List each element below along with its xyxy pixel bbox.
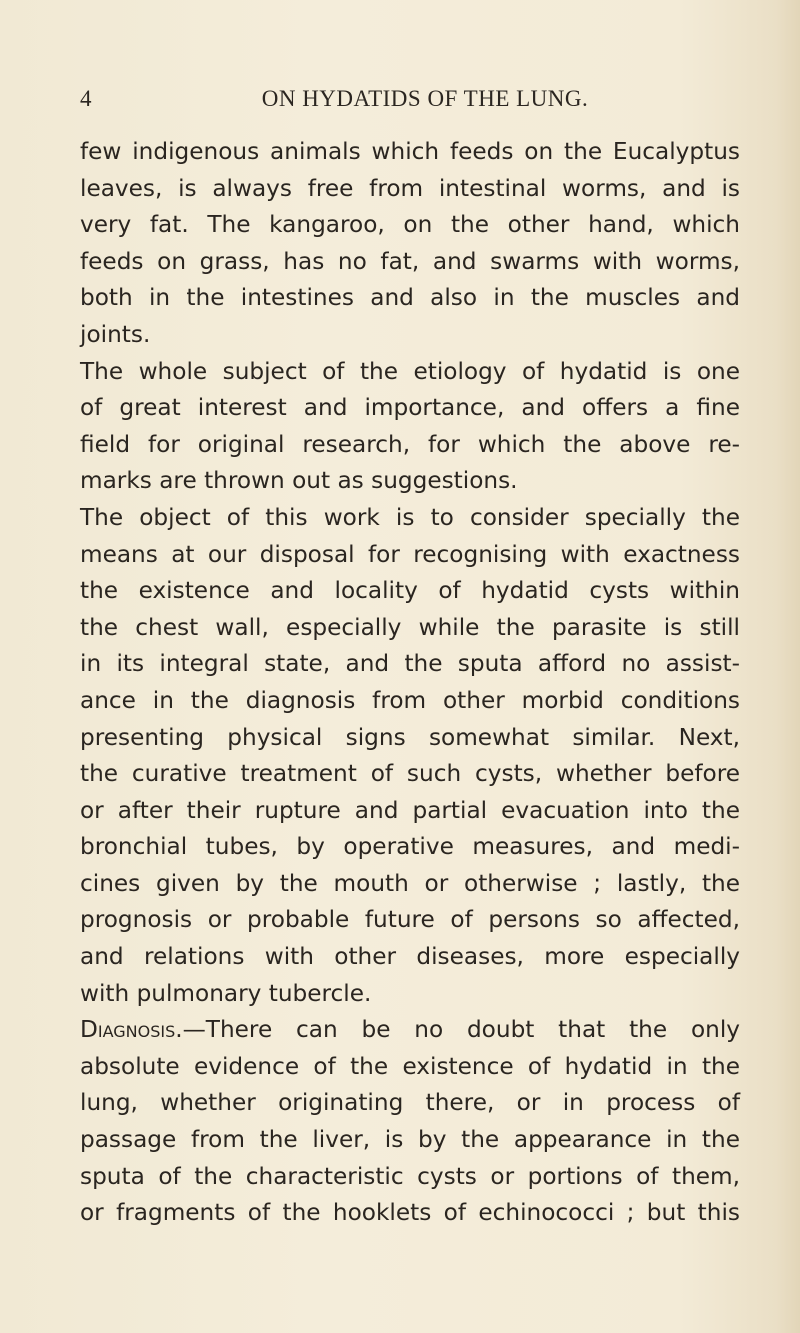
text-line: sputa of the characteristic cysts or portions of them,: [80, 1162, 740, 1190]
text-line: and relations with other diseases, more especially: [80, 943, 740, 971]
text-line: prognosis or probable future of persons so affected,: [80, 906, 740, 934]
text-line: or after their rupture and partial evacuation into the: [80, 796, 740, 824]
text-line: in its integral state, and the sputa afford no assist-: [80, 650, 740, 678]
text-line: absolute evidence of the existence of hydatid in the: [80, 1052, 740, 1080]
text-line: presenting physical signs somewhat similar. Next,: [80, 723, 740, 751]
text-line: [80, 1012, 740, 1049]
text-run: —There can be no doubt that the only: [182, 1016, 740, 1044]
text-line: ance in the diagnosis from other morbid conditions: [80, 686, 740, 714]
text-line: the curative treatment of such cysts, whether before: [80, 760, 740, 788]
running-head: ON HYDATIDS OF THE LUNG.: [261, 86, 589, 111]
text-line: bronchial tubes, by operative measures, and medi-: [80, 833, 740, 861]
text-line: cines given by the mouth or otherwise ; lastly, the: [80, 869, 740, 897]
text-line: leaves, is always free from intestinal worms, and is: [80, 174, 740, 202]
text-line: the existence and locality of hydatid cysts within: [80, 577, 740, 605]
text-line: passage from the liver, is by the appearance in the: [80, 1126, 740, 1154]
text-line: feeds on grass, has no fat, and swarms with worms,: [80, 247, 740, 275]
page-header: [80, 86, 740, 116]
text-line: marks are thrown out as suggestions.: [80, 467, 518, 495]
text-line: The object of this work is to consider specially the: [80, 503, 740, 531]
text-line: of great interest and importance, and offers a fine: [80, 394, 740, 422]
section-heading-diagnosis: Diagnosis.: [80, 1016, 183, 1044]
text-line: the chest wall, especially while the parasite is still: [80, 613, 740, 641]
text-line: means at our disposal for recognising with exactness: [80, 540, 740, 568]
text-line: joints.: [80, 320, 151, 348]
body-text: [80, 134, 740, 1232]
text-line: both in the intestines and also in the muscles and: [80, 284, 740, 312]
text-line: field for original research, for which the above re-: [80, 430, 740, 458]
text-line: The whole subject of the etiology of hydatid is one: [80, 357, 740, 385]
text-line: or fragments of the hooklets of echinococci ; but this: [80, 1199, 740, 1227]
text-line: few indigenous animals which feeds on the Eucalyptus: [80, 138, 740, 165]
text-line: very fat. The kangaroo, on the other hand, which: [80, 211, 740, 239]
page-number: 4: [80, 86, 92, 111]
text-line: lung, whether originating there, or in process of: [80, 1089, 740, 1117]
text-line: with pulmonary tubercle.: [80, 979, 372, 1007]
